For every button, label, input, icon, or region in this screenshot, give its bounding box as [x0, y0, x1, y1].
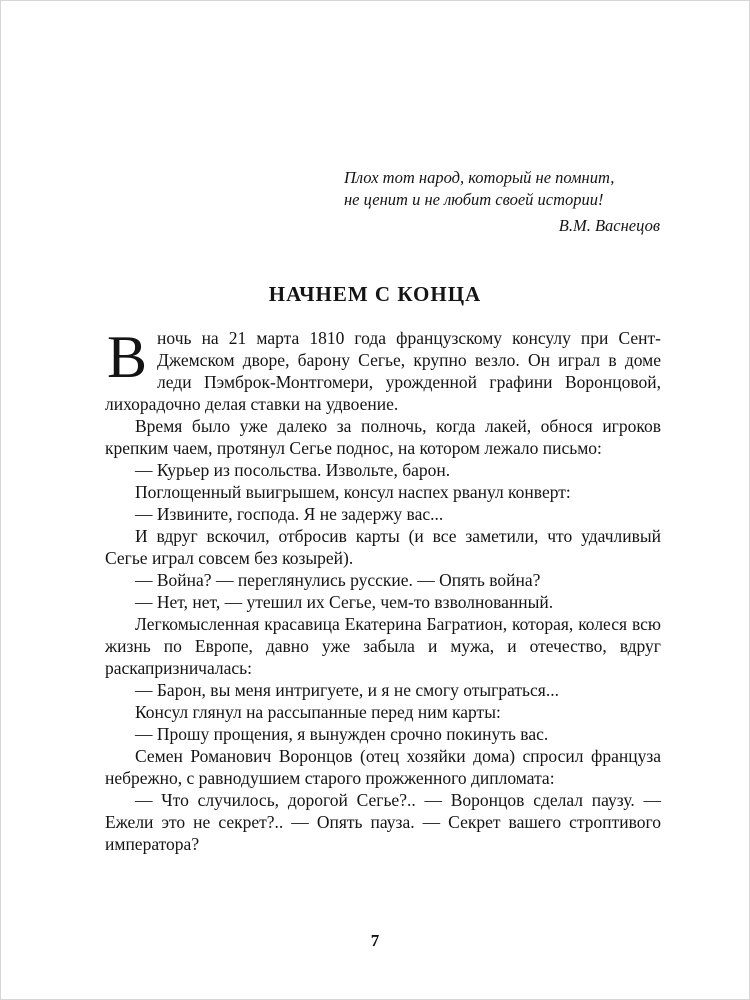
paragraph [105, 324, 661, 415]
paragraph: — Барон, вы меня интригуете, и я не смогу отыграться... [135, 680, 559, 700]
paragraph: Консул глянул на рассыпанные перед ним карты: [135, 702, 501, 722]
paragraph: Время было уже далеко за полночь, когда лакей, обнося игроков крепким чаем, протянул Сегье поднос, на котором лежало письмо: [105, 416, 661, 458]
paragraph: Поглощенный выигрышем, консул наспех рванул конверт: [135, 482, 571, 502]
body-text [105, 324, 661, 855]
epigraph [344, 167, 660, 237]
paragraph: — Война? — переглянулись русские. — Опять война? [135, 570, 541, 590]
paragraph: — Нет, нет, — утешил их Сегье, чем-то взволнованный. [135, 592, 554, 612]
paragraph: Семен Романович Воронцов (отец хозяйки дома) спросил француза небрежно, с равнодушием старого прожженного дипломата: [105, 746, 661, 788]
chapter-title: НАЧНЕМ С КОНЦА [268, 282, 482, 306]
paragraph: — Извините, господа. Я не задержу вас... [135, 504, 444, 524]
paragraph: — Прошу прощения, я вынужден срочно покинуть вас. [135, 724, 549, 744]
epigraph-attribution: В.М. Васнецов [558, 216, 660, 235]
paragraph: — Что случилось, дорогой Сегье?.. — Воронцов сделал паузу. — Ежели это не секрет?.. — Опять пауза. — Секрет вашего строптивого императора? [105, 790, 661, 854]
paragraph-text: ночь на 21 марта 1810 года французскому консулу при Сент-Джемском дворе, барону Сегье, крупно везло. Он играл в доме леди Пэмброк-Монтгомери, урожденной графини Воронцовой, лихорадочно делая ставки на удвоение. [105, 328, 661, 414]
page-number: 7 [370, 931, 380, 950]
epigraph-line: Плох тот народ, который не помнит, [344, 168, 615, 187]
drop-cap: В [107, 324, 148, 390]
paragraph: — Курьер из посольства. Извольте, барон. [135, 460, 451, 480]
epigraph-line: не ценит и не любит своей истории! [344, 190, 604, 209]
paragraph: Легкомысленная красавица Екатерина Багратион, которая, колеся всю жизнь по Европе, давно уже забыла и мужа, и отечество, вдруг раскапризничалась: [105, 614, 661, 678]
paragraph: И вдруг вскочил, отбросив карты (и все заметили, что удачливый Сегье играл совсем без козырей). [105, 526, 661, 568]
